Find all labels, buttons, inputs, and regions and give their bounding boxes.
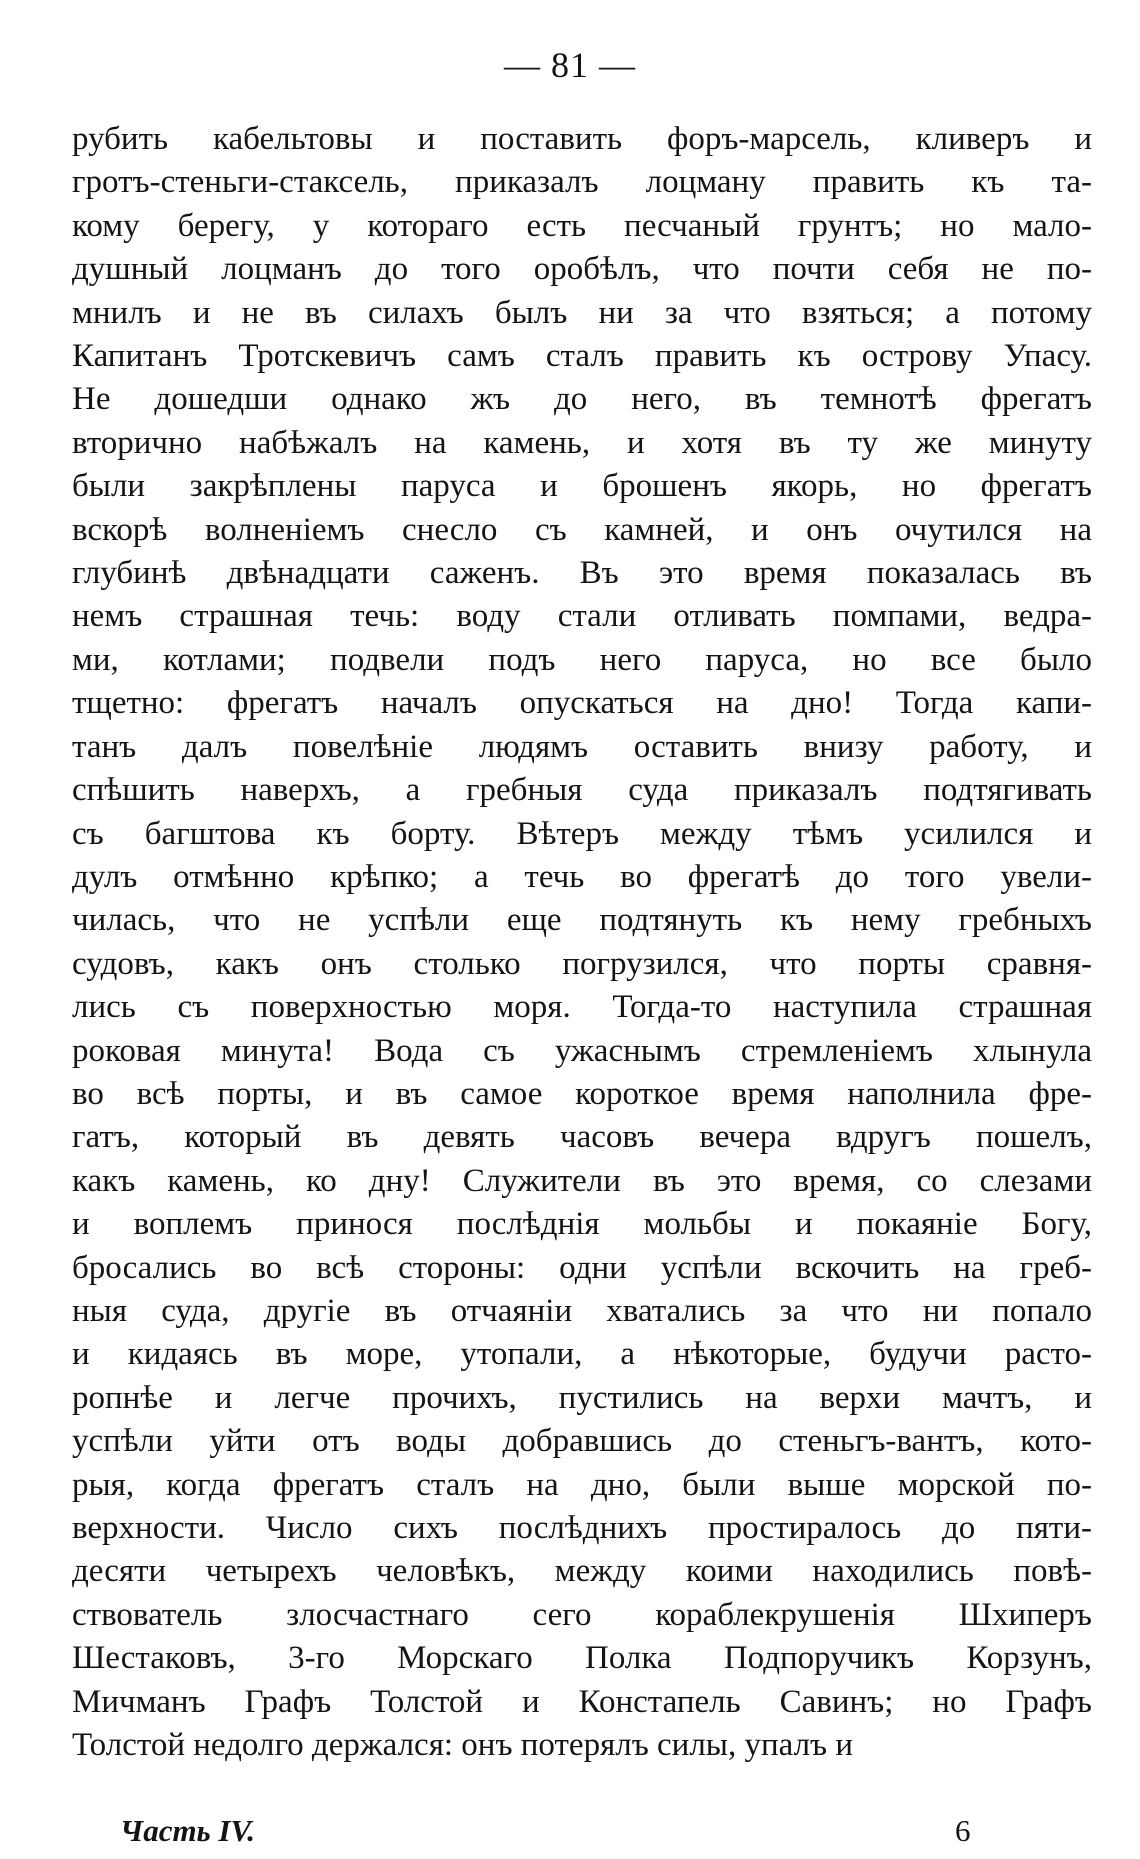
text-line: вскорѣ волненіемъ снесло съ камней, и онъ очутился на bbox=[72, 511, 1092, 548]
text-line: ропнѣе и легче прочихъ, пустились на верхи мачтъ, и bbox=[72, 1379, 1092, 1416]
text-line: Шестаковъ, 3-го Морскаго Полка Подпоручикъ Корзунъ, bbox=[72, 1640, 1092, 1677]
text-line: немъ страшная течь: воду стали отливать помпами, ведра- bbox=[72, 598, 1092, 635]
text-line: тщетно: фрегатъ началъ опускаться на дно! Тогда капи- bbox=[72, 685, 1092, 722]
text-line: рубить кабельтовы и поставить форъ-марсель, кливеръ и bbox=[72, 121, 1092, 157]
page-number: — 81 — bbox=[504, 45, 636, 85]
text-line: и кидаясь въ море, утопали, а нѣкоторые, будучи расто- bbox=[72, 1336, 1092, 1373]
text-line: верхности. Число сихъ послѣднихъ простиралось до пяти- bbox=[72, 1510, 1092, 1546]
text-line: и воплемъ принося послѣднія мольбы и покаяніе Богу, bbox=[72, 1206, 1092, 1243]
text-line: ныя суда, другіе въ отчаяніи хватались за что ни попало bbox=[72, 1292, 1092, 1329]
text-line: роковая минута! Вода съ ужаснымъ стремленіемъ хлынула bbox=[72, 1032, 1092, 1069]
text-line: какъ камень, ко дну! Служители въ это время, со слезами bbox=[72, 1162, 1092, 1199]
text-line: судовъ, какъ онъ столько погрузился, что порты сравня- bbox=[72, 945, 1092, 982]
text-line: дулъ отмѣнно крѣпко; а течь во фрегатѣ до того увели- bbox=[72, 858, 1092, 895]
text-line: глубинѣ двѣнадцати саженъ. Въ это время показалась въ bbox=[72, 555, 1092, 592]
footer-signature: Часть IV. bbox=[120, 1813, 255, 1848]
text-line: гротъ-стеньги-стаксель, приказалъ лоцману править къ та- bbox=[72, 164, 1092, 201]
text-line: чилась, что не успѣли еще подтянуть къ нему гребныхъ bbox=[72, 902, 1092, 939]
body-text bbox=[72, 118, 1092, 1767]
text-line: успѣли уйти отъ воды добравшись до стеньгъ-вантъ, кото- bbox=[72, 1423, 1092, 1460]
text-line: Не дошедши однако жъ до него, въ темнотѣ фрегатъ bbox=[72, 381, 1092, 418]
text-line: Капитанъ Тротскевичъ самъ сталъ править къ острову Упасу. bbox=[72, 338, 1092, 375]
text-line: Толстой недолго держался: онъ потерялъ силы, упалъ и bbox=[72, 1727, 854, 1764]
text-line: кому берегу, у котораго есть песчаный грунтъ; но мало- bbox=[72, 207, 1092, 244]
footer-sheet-number: 6 bbox=[955, 1813, 971, 1848]
text-line: мнилъ и не въ силахъ былъ ни за что взяться; а потому bbox=[72, 294, 1092, 331]
text-line: рыя, когда фрегатъ сталъ на дно, были выше морской по- bbox=[72, 1466, 1092, 1503]
text-line: гатъ, который въ девять часовъ вечера вдругъ пошелъ, bbox=[72, 1119, 1092, 1156]
text-line: спѣшить наверхъ, а гребныя суда приказалъ подтягивать bbox=[72, 772, 1092, 809]
text-line: съ багштова къ борту. Вѣтеръ между тѣмъ усилился и bbox=[72, 815, 1092, 852]
text-line: во всѣ порты, и въ самое короткое время наполнила фре- bbox=[72, 1075, 1092, 1112]
text-line: ствователь злосчастнаго сего кораблекрушенія Шхиперъ bbox=[72, 1596, 1092, 1633]
text-line: лись съ поверхностью моря. Тогда-то наступила страшная bbox=[72, 989, 1092, 1026]
text-line: танъ далъ повелѣніе людямъ оставить внизу работу, и bbox=[72, 728, 1092, 765]
text-line: бросались во всѣ стороны: одни успѣли вскочить на греб- bbox=[72, 1249, 1092, 1286]
text-line: были закрѣплены паруса и брошенъ якорь, но фрегатъ bbox=[72, 468, 1092, 505]
text-line: десяти четырехъ человѣкъ, между коими находились повѣ- bbox=[72, 1553, 1092, 1590]
text-line: вторично набѣжалъ на камень, и хотя въ ту же минуту bbox=[72, 424, 1092, 461]
text-line: ми, котлами; подвели подъ него паруса, но все было bbox=[72, 641, 1092, 678]
text-line: душный лоцманъ до того оробѣлъ, что почти себя не по- bbox=[72, 251, 1092, 288]
text-line: Мичманъ Графъ Толстой и Констапель Савинъ; но Графъ bbox=[72, 1683, 1092, 1720]
